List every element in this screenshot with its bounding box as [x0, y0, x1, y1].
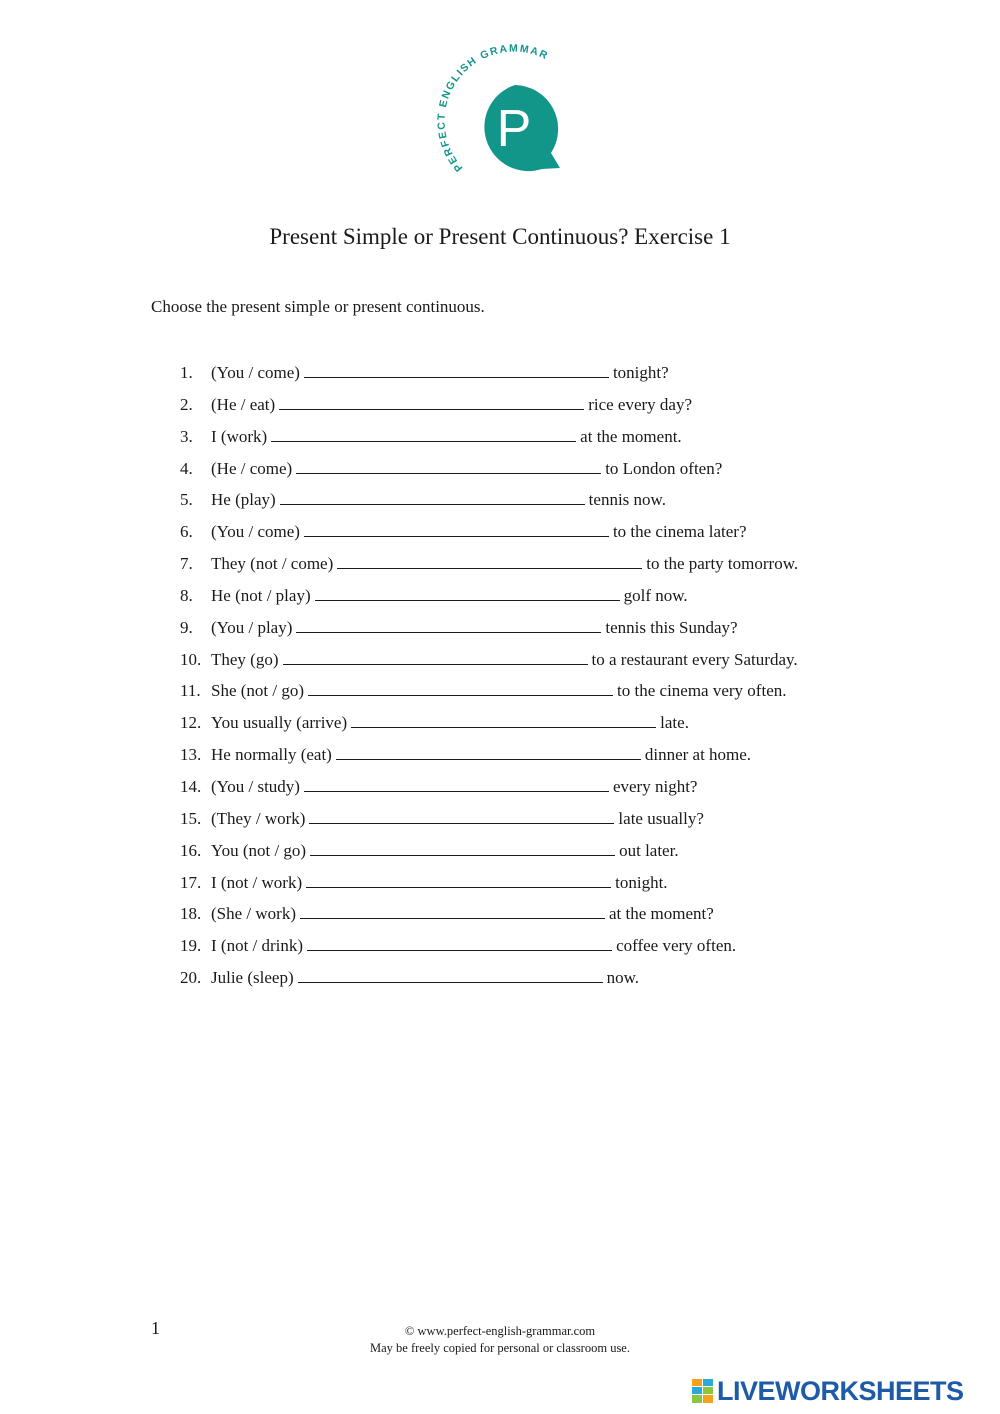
- exercise-ending: dinner at home.: [644, 745, 752, 765]
- liveworksheets-watermark: [692, 1376, 964, 1406]
- copyright-text: © www.perfect-english-grammar.com: [404, 1324, 596, 1338]
- exercise-ending: now.: [606, 968, 640, 988]
- exercise-prompt: I (work): [211, 426, 268, 446]
- exercise-prompt: (You / play): [211, 617, 293, 637]
- exercise-number: 17.: [180, 872, 202, 892]
- answer-blank[interactable]: [310, 840, 615, 856]
- exercise-list: [180, 361, 798, 998]
- exercise-prompt: They (not / come): [211, 554, 334, 574]
- exercise-number: 2.: [180, 394, 193, 414]
- exercise-number: 3.: [180, 426, 193, 446]
- exercise-number: 13.: [180, 745, 202, 765]
- exercise-number: 15.: [180, 808, 202, 828]
- answer-blank[interactable]: [279, 394, 584, 410]
- exercise-prompt: (You / come): [211, 363, 300, 382]
- answer-blank[interactable]: [283, 649, 588, 665]
- exercise-ending: late usually?: [618, 808, 704, 828]
- footer: [0, 1323, 1000, 1357]
- exercise-item: [180, 743, 798, 775]
- exercise-ending: coffee very often.: [616, 936, 737, 956]
- exercise-ending: every night?: [612, 776, 698, 796]
- exercise-ending: at the moment?: [608, 904, 714, 924]
- answer-blank[interactable]: [336, 744, 641, 760]
- exercise-item: [180, 648, 798, 680]
- exercise-prompt: You (not / go): [211, 840, 307, 860]
- exercise-item: [180, 775, 798, 807]
- exercise-prompt: (You / come): [211, 522, 300, 542]
- exercise-ending: tonight.: [615, 872, 668, 892]
- exercise-prompt: (He / eat): [211, 394, 276, 414]
- exercise-number: 9.: [180, 617, 193, 637]
- exercise-ending: to a restaurant every Saturday.: [591, 649, 798, 669]
- exercise-prompt: Julie (sleep): [211, 968, 294, 988]
- answer-blank[interactable]: [298, 967, 603, 983]
- exercise-prompt: He (not / play): [211, 585, 311, 605]
- exercise-ending: to the cinema very often.: [617, 681, 787, 701]
- exercise-number: 16.: [180, 840, 202, 860]
- answer-blank[interactable]: [337, 553, 642, 569]
- logo-arc-text: PERFECT ENGLISH GRAMMAR: [435, 42, 551, 174]
- liveworksheets-text: LIVEWORKSHEETS: [717, 1375, 964, 1406]
- perfect-english-grammar-logo: [425, 40, 575, 180]
- exercise-prompt: I (not / drink): [211, 936, 304, 956]
- exercise-prompt: He (play): [211, 490, 276, 510]
- exercise-number: 10.: [180, 649, 202, 669]
- exercise-prompt: (She / work): [211, 904, 296, 924]
- exercise-ending: to the party tomorrow.: [646, 554, 799, 574]
- exercise-item: [180, 584, 798, 616]
- exercise-prompt: (They / work): [211, 808, 306, 828]
- answer-blank[interactable]: [304, 776, 609, 792]
- exercise-item: [180, 520, 798, 552]
- answer-blank[interactable]: [300, 903, 605, 919]
- exercise-item: [180, 902, 798, 934]
- exercise-item: [180, 616, 798, 648]
- exercise-ending: to London often?: [605, 458, 723, 478]
- exercise-item: [180, 934, 798, 966]
- exercise-item: [180, 425, 798, 457]
- exercise-prompt: You usually (arrive): [211, 713, 348, 733]
- exercise-ending: golf now.: [623, 585, 688, 605]
- exercise-item: [180, 488, 798, 520]
- page-number: 1: [151, 1318, 160, 1338]
- answer-blank[interactable]: [307, 935, 612, 951]
- exercise-number: 6.: [180, 522, 193, 542]
- license-text: May be freely copied for personal or classroom use.: [370, 1341, 630, 1355]
- exercise-prompt: (You / study): [211, 776, 300, 796]
- exercise-number: 7.: [180, 554, 193, 574]
- exercise-number: 4.: [180, 458, 193, 478]
- exercise-number: 18.: [180, 904, 202, 924]
- exercise-prompt: He normally (eat): [211, 745, 332, 765]
- exercise-item: [180, 552, 798, 584]
- exercise-number: 8.: [180, 585, 193, 605]
- answer-blank[interactable]: [315, 585, 620, 601]
- exercise-item: [180, 871, 798, 903]
- answer-blank[interactable]: [296, 458, 601, 474]
- answer-blank[interactable]: [306, 872, 611, 888]
- exercise-ending: tonight?: [612, 363, 669, 382]
- exercise-prompt: They (go): [211, 649, 279, 669]
- exercise-item: [180, 807, 798, 839]
- exercise-ending: late.: [660, 713, 689, 733]
- exercise-item: [180, 679, 798, 711]
- answer-blank[interactable]: [296, 617, 601, 633]
- exercise-number: 5.: [180, 490, 193, 510]
- logo-letter: P: [496, 100, 532, 158]
- page-title: Present Simple or Present Continuous? Exercise 1: [269, 224, 731, 249]
- exercise-number: 20.: [180, 968, 202, 988]
- answer-blank[interactable]: [271, 426, 576, 442]
- exercise-prompt: She (not / go): [211, 681, 305, 701]
- answer-blank[interactable]: [304, 362, 609, 378]
- exercise-ending: out later.: [619, 840, 679, 860]
- exercise-item: [180, 457, 798, 489]
- exercise-ending: tennis this Sunday?: [605, 617, 738, 637]
- answer-blank[interactable]: [280, 489, 585, 505]
- exercise-number: 19.: [180, 936, 202, 956]
- exercise-ending: rice every day?: [588, 394, 693, 414]
- exercise-prompt: I (not / work): [211, 872, 303, 892]
- liveworksheets-icon: [692, 1379, 714, 1403]
- exercise-number: 11.: [180, 681, 201, 701]
- instruction-text: Choose the present simple or present continuous.: [151, 297, 485, 316]
- exercise-prompt: (He / come): [211, 458, 293, 478]
- exercise-number: 14.: [180, 776, 202, 796]
- answer-blank[interactable]: [351, 712, 656, 728]
- exercise-item: [180, 361, 798, 393]
- exercise-item: [180, 966, 798, 998]
- exercise-ending: tennis now.: [588, 490, 666, 510]
- exercise-item: [180, 839, 798, 871]
- answer-blank[interactable]: [308, 680, 613, 696]
- exercise-number: 12.: [180, 713, 202, 733]
- exercise-item: [180, 393, 798, 425]
- exercise-ending: to the cinema later?: [612, 522, 747, 542]
- answer-blank[interactable]: [304, 521, 609, 537]
- exercise-ending: at the moment.: [580, 426, 682, 446]
- exercise-item: [180, 711, 798, 743]
- exercise-number: 1.: [180, 363, 193, 382]
- answer-blank[interactable]: [309, 808, 614, 824]
